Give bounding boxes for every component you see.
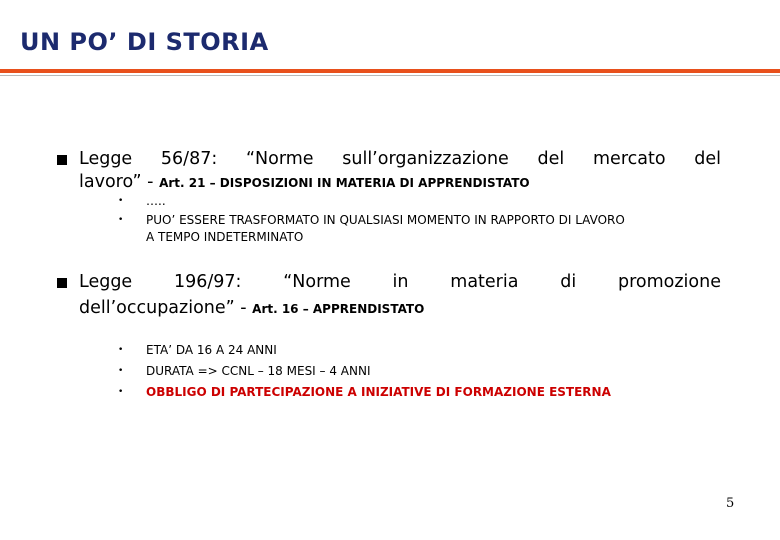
bullet-square-icon	[57, 278, 67, 288]
bullet-2-law-continuation: dell’occupazione” -	[79, 298, 253, 318]
sub-bullet-dot: •	[118, 387, 124, 397]
bullet-2-line-2	[79, 298, 739, 320]
page-number: 5	[726, 496, 735, 511]
bullet-1-line-2	[79, 172, 739, 194]
bullet-1-line-1: Legge 56/87: “Norme sull’organizzazione del mercato del	[79, 149, 721, 169]
bullet-2-line-1: Legge 196/97: “Norme in materia di promozione	[79, 272, 721, 292]
title-underline-thin	[0, 75, 780, 76]
bullet-2-sub-item-1: ETA’ DA 16 A 24 ANNI	[146, 343, 277, 357]
slide-title: UN PO’ DI STORIA	[20, 28, 269, 56]
bullet-2-article: Art. 16 – APPRENDISTATO	[252, 302, 425, 316]
bullet-square-icon	[57, 155, 67, 165]
title-underline-accent	[0, 69, 780, 73]
bullet-2-sub-item-3: OBBLIGO DI PARTECIPAZIONE A INIZIATIVE DI FORMAZIONE ESTERNA	[146, 385, 611, 399]
sub-bullet-dot: •	[118, 345, 124, 355]
bullet-2-sub-item-2: DURATA => CCNL – 18 MESI – 4 ANNI	[146, 364, 371, 378]
bullet-1-article: Art. 21 – DISPOSIZIONI IN MATERIA DI APPRENDISTATO	[159, 176, 530, 190]
bullet-1-sub-item-2: PUO’ ESSERE TRASFORMATO IN QUALSIASI MOMENTO IN RAPPORTO DI LAVORO	[146, 213, 625, 227]
bullet-1-sub-item-1: …..	[146, 194, 166, 208]
bullet-1-sub-item-2-cont: A TEMPO INDETERMINATO	[146, 230, 304, 244]
bullet-1-law-continuation: lavoro” -	[79, 172, 160, 192]
sub-bullet-dot: •	[118, 215, 124, 225]
sub-bullet-dot: •	[118, 366, 124, 376]
sub-bullet-dot: •	[118, 196, 124, 206]
